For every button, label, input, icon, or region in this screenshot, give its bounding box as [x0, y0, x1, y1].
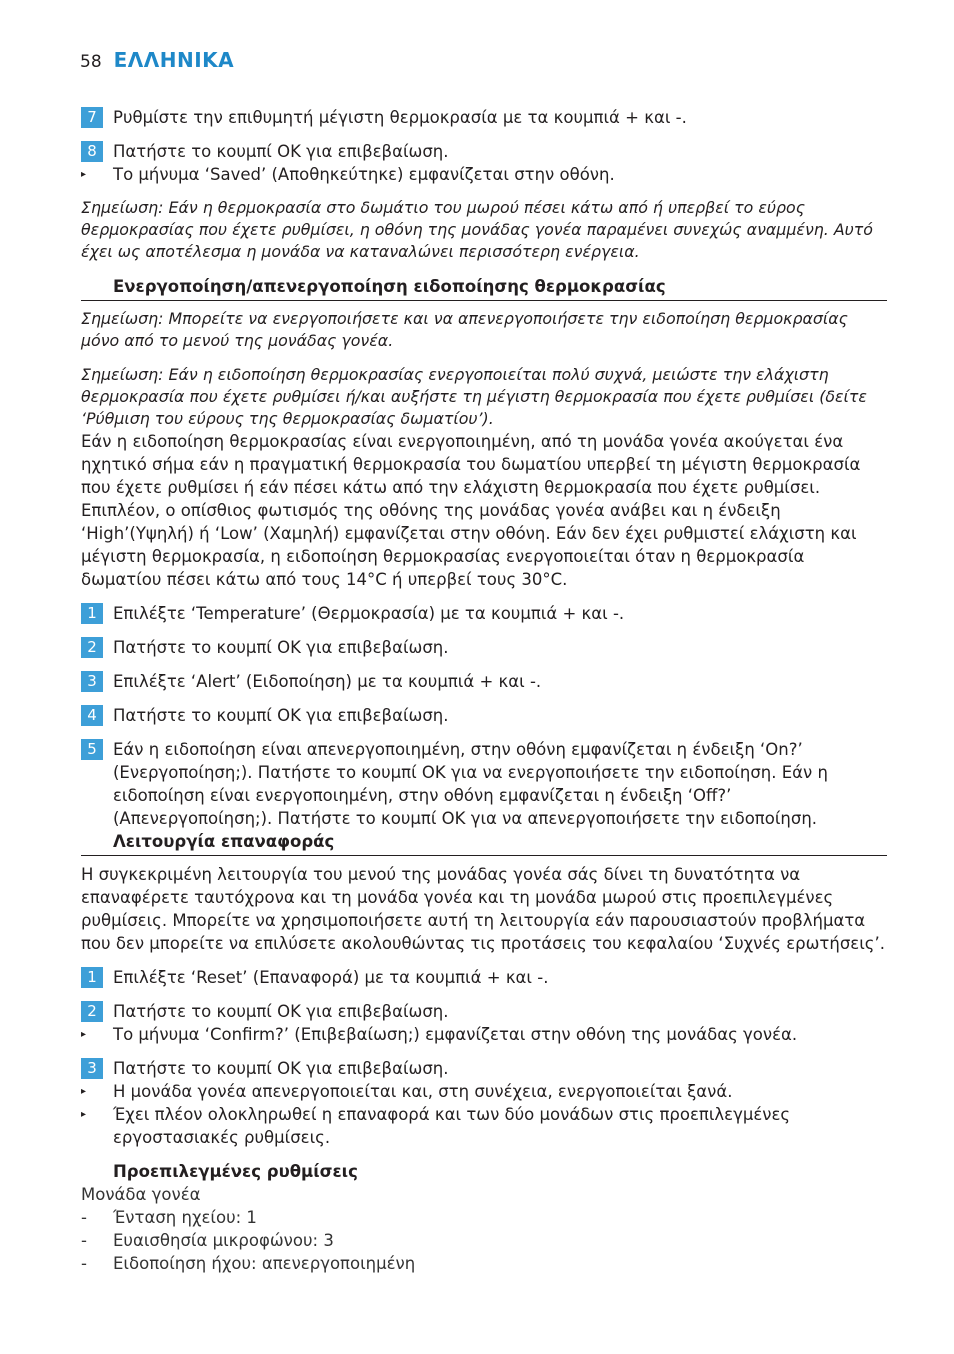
- note: Σημείωση: Εάν η ειδοποίηση θερμοκρασίας ενεργοποιείται πολύ συχνά, μειώστε την ελάχιστη θερμοκρασία που έχετε ρυθμίσει ή/και αυξήστε τη μέγιστη θερμοκρασία που έχετε ρυθμίσει (δείτε ‘Ρύθμιση του εύρους της θερμοκρασίας δωματίου’).: [81, 365, 867, 428]
- alert-step-1: [81, 602, 887, 625]
- result-bullet: [81, 1023, 887, 1046]
- step-text: Επιλέξτε ‘Reset’ (Επαναφορά) με τα κουμπιά + και -.: [113, 968, 549, 987]
- step-text: Ρυθμίστε την επιθυμητή μέγιστη θερμοκρασία με τα κουμπιά + και -.: [113, 108, 687, 127]
- page-number: 58: [80, 52, 102, 72]
- section-title-alert: Ενεργοποίηση/απενεργοποίηση ειδοποίησης θερμοκρασίας: [81, 275, 887, 301]
- bullet-triangle-icon: ▸: [81, 169, 87, 180]
- dash-mark: -: [81, 1231, 87, 1250]
- defaults-title: Προεπιλεγμένες ρυθμίσεις: [113, 1162, 358, 1181]
- bullet-text: Η μονάδα γονέα απενεργοποιείται και, στη συνέχεια, ενεργοποιείται ξανά.: [113, 1082, 733, 1101]
- list-item: [81, 1229, 887, 1252]
- bullet-text: Έχει πλέον ολοκληρωθεί η επαναφορά και των δύο μονάδων στις προεπιλεγμένες εργοστασιακές ρυθμίσεις.: [113, 1105, 791, 1147]
- step-text: Πατήστε το κουμπί OK για επιβεβαίωση.: [113, 1059, 449, 1078]
- step-7: [81, 106, 887, 129]
- alert-step-2: [81, 636, 887, 659]
- reset-step-1: [81, 966, 887, 989]
- language-title: ΕΛΛΗΝΙΚΑ: [113, 48, 235, 72]
- list-item-text: Ειδοποίηση ήχου: απενεργοποιημένη: [113, 1254, 416, 1273]
- alert-step-5: [81, 738, 887, 830]
- step-8: [81, 140, 887, 163]
- page-content: [81, 106, 887, 1275]
- note: Σημείωση: Μπορείτε να ενεργοποιήσετε και να απενεργοποιήσετε την ειδοποίηση θερμοκρασίας μόνο από το μενού της μονάδας γονέα.: [81, 309, 848, 350]
- step-number: 1: [81, 603, 103, 624]
- list-item: [81, 1206, 887, 1229]
- step-number: 2: [81, 1001, 103, 1022]
- note: Σημείωση: Εάν η θερμοκρασία στο δωμάτιο του μωρού πέσει κάτω από ή υπερβεί το εύρος θερμοκρασίας που έχετε ρυθμίσει, η οθόνη της μονάδας γονέα παραμένει συνεχώς αναμμένη. Αυτό έχει ως αποτέλεσμα η μονάδα να καταναλώνει περισσότερη ενέργεια.: [81, 198, 873, 261]
- bullet-text: Το μήνυμα ‘Saved’ (Αποθηκεύτηκε) εμφανίζεται στην οθόνη.: [113, 165, 615, 184]
- step-text: Πατήστε το κουμπί OK για επιβεβαίωση.: [113, 638, 449, 657]
- bullet-triangle-icon: ▸: [81, 1086, 87, 1097]
- step-text: Πατήστε το κουμπί OK για επιβεβαίωση.: [113, 706, 449, 725]
- step-number: 4: [81, 705, 103, 726]
- step-text: Πατήστε το κουμπί OK για επιβεβαίωση.: [113, 1002, 449, 1021]
- dash-mark: -: [81, 1208, 87, 1227]
- alert-step-3: [81, 670, 887, 693]
- bullet-triangle-icon: ▸: [81, 1109, 87, 1120]
- step-text: Εάν η ειδοποίηση είναι απενεργοποιημένη, στην οθόνη εμφανίζεται η ένδειξη ‘On?’ (Ενεργοποίηση;). Πατήστε το κουμπί OK για να ενεργοποιήσετε την ειδοποίηση. Εάν η ειδοποίηση είναι ενεργοποιημένη, στην οθόνη εμφανίζεται η ένδειξη ‘Off?’ (Απενεργοποίηση;). Πατήστε το κουμπί OK για να απενεργοποιήσετε την ειδοποίηση.: [113, 740, 828, 828]
- step-number: 7: [81, 107, 103, 128]
- step-number: 3: [81, 1058, 103, 1079]
- result-bullet: [81, 163, 887, 186]
- step-number: 1: [81, 967, 103, 988]
- alert-step-4: [81, 704, 887, 727]
- alert-paragraph: Εάν η ειδοποίηση θερμοκρασίας είναι ενεργοποιημένη, από τη μονάδα γονέα ακούγεται ένα ηχητικό σήμα εάν η πραγματική θερμοκρασία του δωματίου υπερβεί τη μέγιστη θερμοκρασία που έχετε ρυθμίσει ή εάν πέσει κάτω από την ελάχιστη θερμοκρασία που έχετε ρυθμίσει. Επιπλέον, ο οπίσθιος φωτισμός της οθόνης της μονάδας γονέα ανάβει και η ένδειξη ‘High’(Υψηλή) ή ‘Low’ (Χαμηλή) εμφανίζεται στην οθόνη. Εάν δεν έχει ρυθμιστεί ελάχιστη και μέγιστη θερμοκρασία, η ειδοποίηση θερμοκρασίας ενεργοποιείται όταν η θερμοκρασία δωματίου πέσει κάτω από τους 14°C ή υπερβεί τους 30°C.: [81, 432, 861, 589]
- reset-paragraph: Η συγκεκριμένη λειτουργία του μενού της μονάδας γονέα σάς δίνει τη δυνατότητα να επαναφέρετε ταυτόχρονα και τη μονάδα γονέα και τη μονάδα μωρού στις προεπιλεγμένες ρυθμίσεις. Μπορείτε να χρησιμοποιήσετε αυτή τη λειτουργία εάν παρουσιαστούν προβλήματα που δεν μπορείτε να επιλύσετε ακολουθώντας τις προτάσεις του κεφαλαίου ‘Συχνές ερωτήσεις’.: [81, 865, 885, 953]
- result-bullet: [81, 1080, 887, 1103]
- step-number: 2: [81, 637, 103, 658]
- list-item: [81, 1252, 887, 1275]
- dash-mark: -: [81, 1254, 87, 1273]
- step-text: Επιλέξτε ‘Temperature’ (Θερμοκρασία) με τα κουμπιά + και -.: [113, 604, 625, 623]
- list-item-text: Ένταση ηχείου: 1: [113, 1208, 257, 1227]
- defaults-unit: Μονάδα γονέα: [81, 1185, 201, 1204]
- step-text: Πατήστε το κουμπί OK για επιβεβαίωση.: [113, 142, 449, 161]
- list-item-text: Ευαισθησία μικροφώνου: 3: [113, 1231, 334, 1250]
- result-bullet: [81, 1103, 887, 1149]
- step-number: 3: [81, 671, 103, 692]
- step-text: Επιλέξτε ‘Alert’ (Ειδοποίηση) με τα κουμπιά + και -.: [113, 672, 542, 691]
- step-number: 8: [81, 141, 103, 162]
- bullet-triangle-icon: ▸: [81, 1029, 87, 1040]
- page-header: [80, 48, 234, 72]
- reset-step-3: [81, 1057, 887, 1080]
- section-title-reset: Λειτουργία επαναφοράς: [81, 830, 887, 856]
- bullet-text: Το μήνυμα ‘Confirm?’ (Επιβεβαίωση;) εμφανίζεται στην οθόνη της μονάδας γονέα.: [113, 1025, 798, 1044]
- step-number: 5: [81, 739, 103, 760]
- reset-step-2: [81, 1000, 887, 1023]
